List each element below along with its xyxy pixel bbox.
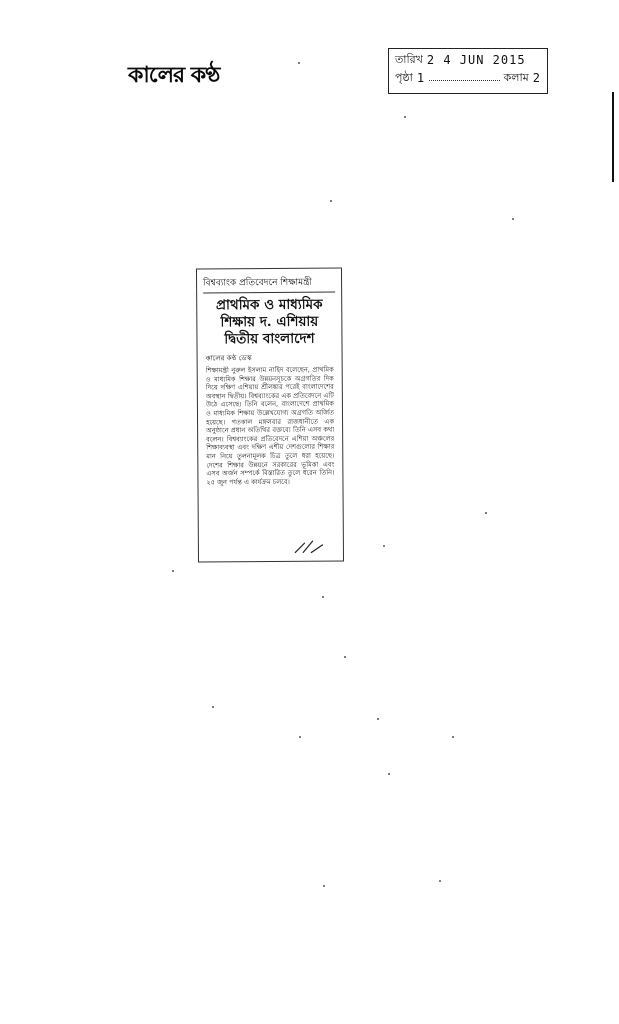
signature-mark [293,539,327,555]
masthead: কালের কণ্ঠ [128,62,220,88]
scan-edge-mark [612,92,614,182]
scan-speck [298,62,300,64]
date-label: তারিখ [395,53,423,66]
column-label: কলাম [503,71,529,84]
article-kicker: বিশ্বব্যাংক প্রতিবেদনে শিক্ষামন্ত্রী [203,275,335,294]
scan-speck [344,656,346,658]
scan-speck [404,116,406,118]
article-headline: প্রাথমিক ও মাধ্যমিক শিক্ষায় দ. এশিয়ায় দ্বিতীয় বাংলাদেশ [215,296,323,348]
scan-speck [383,545,385,547]
scan-speck [330,200,332,202]
scan-speck [439,880,441,882]
scan-speck [388,773,390,775]
article-byline: কালের কণ্ঠ ডেস্ক [205,354,252,363]
scan-speck [452,736,454,738]
scan-speck [172,570,174,572]
stamp-dots [429,71,500,81]
date-value: 2 4 JUN 2015 [426,53,526,67]
scan-speck [212,706,214,708]
article-body: শিক্ষামন্ত্রী নুরুল ইসলাম নাহিদ বলেছেন, প্রাথমিক ও মাধ্যমিক শিক্ষার উন্নয়নসূচকে অগ্রগতির দিক দিয়ে দক্ষিণ এশিয়ায় শ্রীলঙ্কার পরেই বাংলাদেশের অবস্থান দ্বিতীয়। বিশ্বব্যাংকের এক প্রতিবেদনে এটি উঠে এসেছে। তিনি বলেন, বাংলাদেশে প্রাথমিক ও মাধ্যমিক শিক্ষায় উল্লেখযোগ্য অগ্রগতি অর্জিত হয়েছে। গতকাল মঙ্গলবার রাজধানীতে এক অনুষ্ঠানে প্রধান অতিথির বক্তব্যে তিনি এসব কথা বলেন। বিশ্বব্যাংকের প্রতিবেদনে এশিয়া অঞ্চলের শিক্ষাব্যবস্থা এবং দক্ষিণ এশীয় দেশগুলোর শিক্ষার মান নিয়ে তুলনামূলক চিত্র তুলে ধরা হয়েছে। দেশের শিক্ষার উন্নয়নে সরকারের ভূমিকা এবং এসব অর্জন সম্পর্কে বিস্তারিত তুলে ধরেন তিনি। ২৫ জুন পর্যন্ত এ কার্যক্রম চলবে। [205,365,335,487]
scan-speck [322,596,324,598]
page-value: 1 [416,71,426,85]
scan-speck [485,512,487,514]
scan-speck [377,718,379,720]
page-label: পৃষ্ঠা [395,71,413,84]
scan-speck [323,885,325,887]
column-value: 2 [532,71,541,85]
news-clipping [196,267,344,562]
scan-speck [512,218,514,220]
date-stamp [388,48,548,94]
scan-speck [299,736,301,738]
